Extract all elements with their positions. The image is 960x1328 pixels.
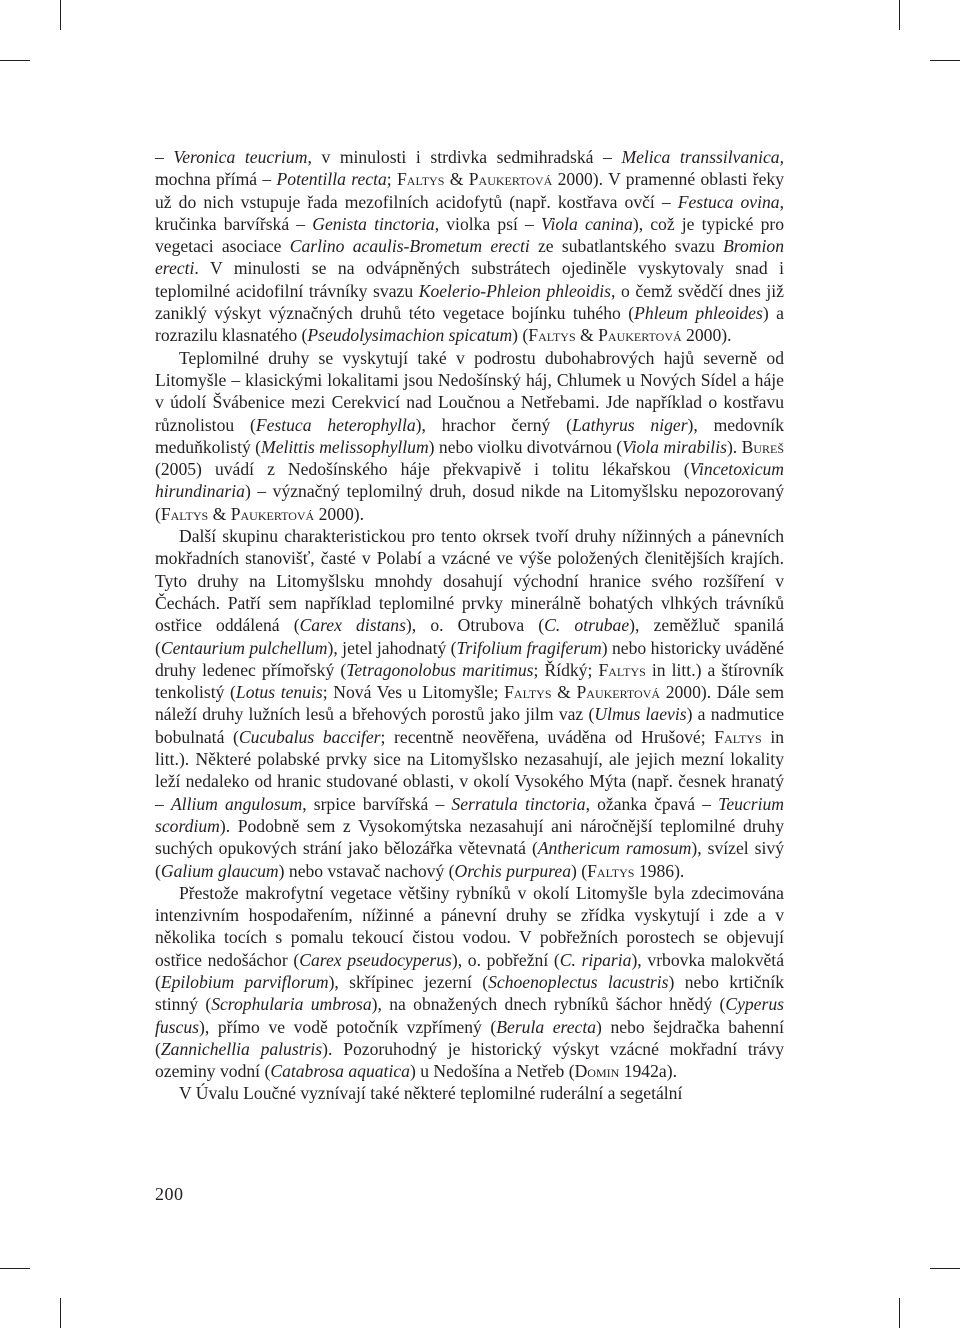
text-run: ) nebo vstavač nachový ( — [278, 860, 455, 881]
text-run: ), jetel jahodnatý ( — [327, 637, 457, 658]
text-run: ) ( — [512, 325, 529, 346]
text-run: ), zeměžluč spanilá ( — [155, 615, 784, 658]
text-run: ). Pozoruhodný je historický výskyt vzácné mokřadní trávy ozeminy vodní ( — [155, 1038, 784, 1082]
text-run: ) a rozrazilu klasnatého ( — [155, 303, 784, 346]
taxon-name: Carlino acaulis-Brometum erecti — [289, 236, 530, 257]
taxon-name: Catabrosa aquatica — [270, 1061, 410, 1082]
taxon-name: Trifolium fragiferum — [456, 637, 602, 658]
paragraph — [155, 347, 784, 525]
taxon-name: Carex pseudocyperus — [299, 949, 452, 970]
crop-mark-top-right — [899, 0, 900, 30]
author-citation: Paukertová — [230, 503, 315, 524]
taxon-name: Zannichellia palustris — [160, 1038, 323, 1059]
author-citation: Faltys — [714, 726, 762, 747]
taxon-name: Pseudolysimachion spicatum — [307, 325, 513, 346]
taxon-name: Berula erecta — [496, 1016, 597, 1037]
text-run: ; — [386, 169, 398, 190]
author-citation: Faltys — [160, 503, 209, 524]
body-text — [155, 146, 784, 1105]
text-run: , o čemž svědčí dnes již zaniklý výskyt význačných druhů této vegetace bojínku tuhého ( — [155, 280, 784, 324]
taxon-name: Lathyrus niger — [572, 414, 688, 435]
text-run: ), vrbovka malokvětá ( — [155, 949, 785, 992]
text-run: ), skřípinec jezerní ( — [328, 971, 489, 992]
taxon-name: Ulmus laevis — [594, 704, 687, 725]
text-run: ) – význačný teplomilný druh, dosud nikde na Litomyšlsku nepozorovaný ( — [155, 481, 784, 524]
taxon-name: Serratula tinctoria — [451, 793, 586, 814]
text-run: ) u Nedošína a Netřeb ( — [409, 1061, 575, 1082]
text-run: . V minulosti se na odvápněných substrátech ojediněle vyskytovaly snad i teplomilné acidofilní trávníky svazu — [155, 258, 784, 301]
text-run: ze subatlantského svazu — [529, 236, 724, 257]
text-run: ). Podobně sem z Vysokomýtska nezasahují ani náročnější teplomilné druhy suchých opukových strání jako bělozářka větevnatá ( — [155, 815, 784, 859]
text-run: in litt.). Některé polabské prvky sice na Litomyšlsko nezasahují, ale jejich mezní lokality leží nedaleko od hranic studované oblasti, v okolí Vysokého Mýta (např. česnek hranatý – — [155, 726, 785, 814]
taxon-name: Schoenoplectus lacustris — [488, 971, 669, 992]
text-run: , mochna přímá – — [155, 147, 784, 190]
text-run: ), což je typické pro vegetaci asociace — [155, 213, 785, 257]
text-run: 2000). Dále sem náleží druhy lužních lesů a břehových porostů jako jilm vaz ( — [155, 682, 785, 725]
text-run: , v minulosti i strdivka sedmihradská – — [307, 147, 622, 167]
text-run: & — [208, 503, 231, 524]
crop-mark-left-top — [0, 60, 30, 61]
taxon-name: C. otrubae — [544, 615, 630, 636]
crop-mark-left-bottom — [0, 1268, 30, 1269]
crop-mark-bottom-right — [899, 1298, 900, 1328]
author-citation: Faltys — [504, 682, 552, 703]
taxon-name: Allium angulosum — [170, 793, 303, 814]
paragraph — [155, 882, 784, 1083]
text-run: ) a nadmutice bobulnatá ( — [155, 704, 785, 747]
author-citation: Paukertová — [598, 325, 682, 346]
text-run: ) nebo šejdračka bahenní ( — [155, 1016, 784, 1059]
text-run: 2000). — [314, 503, 365, 524]
text-run: ), na obnažených dnech rybníků šáchor hnědý ( — [371, 994, 726, 1015]
text-run: ), medovník meduňkolistý ( — [155, 414, 784, 457]
paragraph — [155, 146, 784, 347]
text-run: V Úvalu Loučné vyznívají také některé teplomilné ruderální a segetální — [179, 1083, 683, 1104]
text-run: & — [575, 325, 599, 346]
text-run: ). — [726, 436, 742, 457]
taxon-name: Anthericum ramosum — [537, 838, 692, 859]
taxon-name: Viola mirabilis — [622, 436, 727, 457]
author-citation: Faltys — [528, 325, 576, 346]
text-run: (2005) uvádí z Nedošínského háje překvapivě i tolitu lékařskou ( — [155, 459, 690, 480]
taxon-name: Phleum phleoides — [634, 303, 763, 324]
taxon-name: Orchis purpurea — [454, 860, 571, 881]
taxon-name: C. riparia — [559, 949, 632, 970]
text-run: in litt.) a štírovník tenkolistý ( — [155, 659, 784, 703]
text-run: , violka psí – — [434, 213, 541, 234]
text-run: & — [551, 682, 577, 703]
author-citation: Faltys — [397, 169, 445, 190]
text-run: ), hrachor černý ( — [415, 414, 573, 435]
author-citation: Faltys — [587, 860, 635, 881]
text-run: , ožanka čpavá – — [585, 793, 719, 814]
text-run: ) nebo violku divotvárnou ( — [428, 436, 623, 457]
taxon-name: Veronica teucrium — [173, 147, 308, 167]
taxon-name: Tetragonolobus maritimus — [346, 659, 534, 680]
paragraph — [155, 1082, 784, 1104]
taxon-name: Potentilla recta — [276, 169, 387, 190]
text-run: ; Řídký; — [533, 659, 599, 680]
page-number: 200 — [155, 1184, 184, 1204]
author-citation: Paukertová — [468, 169, 553, 190]
taxon-name: Festuca heterophylla — [255, 414, 416, 435]
taxon-name: Festuca ovina — [677, 191, 780, 212]
text-run: 2000). — [681, 325, 732, 346]
author-citation: Faltys — [598, 659, 646, 680]
text-run: Teplomilné druhy se vyskytují také v podrostu dubohabrových hajů severně od Litomyšle – klasickými lokalitami jsou Nedošínský háj, Chlumek u Nových Sídel a háje v údolí Švábenice mezi Cerekvicí nad Loučnou a Netřebami. Jde například o kostřavu různolistou ( — [155, 347, 784, 435]
author-citation: Bureš — [741, 436, 785, 457]
text-run: & — [444, 169, 469, 190]
taxon-name: Koelerio-Phleion phleoidis — [418, 280, 611, 301]
crop-mark-right-bottom — [930, 1268, 960, 1269]
text-run: ), o. pobřežní ( — [451, 949, 560, 970]
text-run: ) nebo historicky uváděné druhy ledenec přímořský ( — [155, 637, 784, 680]
taxon-name: Viola canina — [541, 213, 633, 234]
taxon-name: Melittis melissophyllum — [261, 436, 429, 457]
author-citation: Domin — [574, 1061, 620, 1082]
taxon-name: Epilobium parviflorum — [160, 971, 329, 992]
text-run: 1986). — [634, 860, 685, 881]
text-run: 1942a). — [619, 1061, 677, 1082]
text-run: ), přímo ve vodě potočník vzpřímený ( — [198, 1016, 497, 1037]
text-run: ; recentně neověřena, uváděna od Hrušové; — [380, 726, 715, 747]
taxon-name: Cyperus fuscus — [155, 994, 784, 1037]
author-citation: Paukertová — [576, 682, 661, 703]
taxon-name: Lotus tenuis — [235, 682, 323, 703]
taxon-name: Cucubalus baccifer — [238, 726, 381, 747]
text-run: ) ( — [571, 860, 588, 881]
text-run: Další skupinu charakteristickou pro tento okrsek tvoří druhy nížinných a pánevních mokřadních stanovišť, časté v Polabí a vzácné ve výše položených členitějších krajích. Tyto druhy na Litomyšlsku mnohdy dosahují východní hranice svého rozšíření v Čechách. Patří sem například teplomilné prvky minerálně bohatých vlhkých trávníků ostřice oddálená ( — [155, 526, 784, 636]
crop-mark-right-top — [930, 60, 960, 61]
text-run: , kručinka barvířská – — [155, 191, 784, 234]
taxon-name: Centaurium pulchellum — [160, 637, 328, 658]
taxon-name: Bromion erecti — [155, 236, 784, 279]
text-run: ), o. Otrubova ( — [405, 615, 545, 636]
crop-mark-top-left — [60, 0, 61, 30]
taxon-name: Scrophularia umbrosa — [211, 994, 372, 1015]
crop-mark-bottom-left — [60, 1298, 61, 1328]
text-run: ; Nová Ves u Litomyšle; — [322, 682, 505, 703]
taxon-name: Carex distans — [299, 615, 406, 636]
taxon-name: Teucrium scordium — [155, 793, 784, 836]
text-run: Přestože makrofytní vegetace většiny rybníků v okolí Litomyšle byla zdecimována intenzivním hospodařením, nížinné a pánevní druhy se zřídka vyskytují i zde a v několika tocích s pomalu tekoucí čistou vodou. V pobřežních porostech se objevují ostřice nedošáchor ( — [155, 882, 784, 970]
text-run: 2000). V pramenné oblasti řeky už do nich vstupuje řada mezofilních acidofytů (např. kostřava ovčí – — [155, 169, 785, 212]
text-run: ), svízel sivý ( — [155, 838, 784, 881]
taxon-name: Melica transsilvanica — [621, 147, 780, 167]
taxon-name: Galium glaucum — [160, 860, 279, 881]
taxon-name: Vincetoxicum hirundinaria — [155, 459, 784, 502]
taxon-name: Genista tinctoria — [312, 213, 435, 234]
text-run: – — [155, 147, 174, 167]
paragraph — [155, 525, 784, 882]
text-run: , srpice barvířská – — [302, 793, 452, 814]
text-run: ) nebo krtičník stinný ( — [155, 971, 784, 1015]
